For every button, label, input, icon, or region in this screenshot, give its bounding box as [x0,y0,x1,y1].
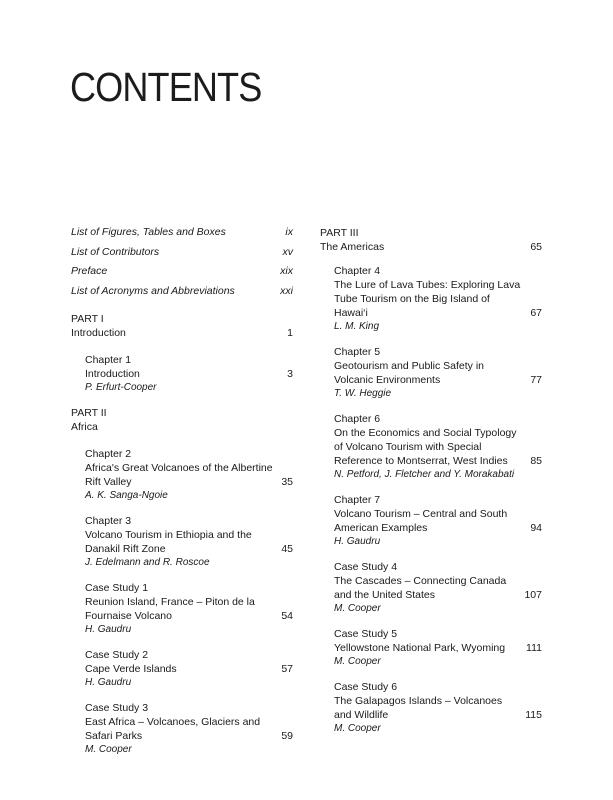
part-title: Introduction [71,326,126,339]
entry-page: 54 [281,609,293,622]
toc-entry[interactable] [334,560,542,615]
toc-entry[interactable] [85,648,293,689]
part-label: PART II [71,406,107,419]
entry-label: Case Study 5 [334,628,398,640]
toc-entry[interactable] [334,627,542,668]
entry-author: P. Erfurt-Cooper [85,381,157,393]
toc-entry[interactable] [85,701,293,756]
part-label: PART III [320,227,359,239]
toc-entry[interactable] [334,493,542,548]
entry-label: Case Study 1 [85,581,149,594]
entry-author: M. Cooper [85,743,132,755]
front-item-page: xix [280,265,293,277]
entry-author: J. Edelmann and R. Roscoe [85,556,210,568]
entry-author: N. Petford, J. Fletcher and Y. Morakabati [334,469,515,480]
entry-author: H. Gaudru [334,536,381,547]
entry-page: 115 [525,709,542,721]
entry-title: Geotourism and Public Safety in Volcanic Environments [334,360,484,386]
entry-title: Yellowstone National Park, Wyoming [334,642,506,654]
entry-page: 3 [287,367,293,380]
part-title: Africa [71,420,98,433]
front-item-label: Preface [71,265,108,277]
entry-author: M. Cooper [334,656,381,667]
toc-entry[interactable] [85,514,293,569]
entry-page: 77 [530,374,542,386]
entry-title: Africa's Great Volcanoes of the Albertine Rift Valley [85,461,273,488]
toc-entry[interactable] [85,353,293,394]
entry-author: M. Cooper [334,723,381,734]
entry-page: 59 [281,729,293,742]
entry-page: 85 [530,455,542,467]
entry-author: H. Gaudru [85,623,132,635]
entry-title: The Cascades – Connecting Canada and the United States [334,575,507,601]
entry-title: The Lure of Lava Tubes: Exploring Lava Tube Tourism on the Big Island of Hawai‘i [334,279,521,319]
toc-entry[interactable] [334,680,542,735]
part-heading[interactable] [71,312,293,340]
entry-page: 45 [281,542,293,555]
entry-label: Chapter 5 [334,346,381,358]
toc-right-column [320,226,542,747]
entry-title: Reunion Island, France – Piton de la Fournaise Volcano [85,595,255,622]
toc-left-column [71,226,293,768]
toc-front-item[interactable] [71,265,293,278]
entry-label: Chapter 1 [85,353,132,366]
entry-label: Case Study 3 [85,701,149,714]
toc-entry[interactable] [85,581,293,636]
front-item-page: xxi [280,284,293,297]
front-item-label: List of Acronyms and Abbreviations [71,284,235,297]
toc-front-item[interactable] [71,285,293,298]
front-item-label: List of Contributors [71,245,160,258]
entry-author: T. W. Heggie [334,388,392,399]
entry-page: 107 [524,589,542,601]
entry-title: The Galapagos Islands – Volcanoes and Wildlife [334,695,503,721]
front-item-page: xv [282,245,293,258]
entry-title: Introduction [85,367,140,380]
toc-entry[interactable] [334,345,542,400]
part-heading[interactable] [320,226,542,254]
toc-entry[interactable] [334,412,542,481]
entry-author: H. Gaudru [85,676,132,688]
part-title: The Americas [320,241,385,253]
entry-label: Case Study 4 [334,561,398,573]
part-page: 1 [287,326,293,339]
entry-label: Chapter 7 [334,494,381,506]
part-heading[interactable] [71,406,293,434]
entry-author: L. M. King [334,321,380,332]
front-item-label: List of Figures, Tables and Boxes [71,226,226,238]
entry-label: Case Study 6 [334,681,398,693]
entry-author: M. Cooper [334,603,381,614]
part-page: 65 [530,241,542,253]
entry-page: 111 [526,642,542,654]
entry-page: 35 [281,475,293,488]
entry-title: On the Economics and Social Typology of Volcano Tourism with Special Reference to Montserrat, West Indies [334,427,517,467]
entry-page: 94 [530,522,542,534]
entry-label: Chapter 4 [334,265,381,277]
entry-page: 67 [530,307,542,319]
entry-title: East Africa – Volcanoes, Glaciers and Safari Parks [85,715,261,742]
toc-front-item[interactable] [71,246,293,259]
page-title: CONTENTS [70,64,262,110]
entry-label: Chapter 2 [85,447,132,460]
entry-label: Chapter 6 [334,413,381,425]
toc-front-item[interactable] [71,226,293,239]
entry-label: Chapter 3 [85,514,132,527]
entry-title: Volcano Tourism – Central and South American Examples [334,508,508,534]
part-label: PART I [71,312,104,325]
entry-author: A. K. Sanga-Ngoie [85,489,168,501]
toc-entry[interactable] [85,447,293,502]
entry-page: 57 [281,662,293,675]
entry-title: Cape Verde Islands [85,662,177,675]
front-item-page: ix [285,226,293,238]
entry-title: Volcano Tourism in Ethiopia and the Danakil Rift Zone [85,528,252,555]
toc-entry[interactable] [334,264,542,333]
entry-label: Case Study 2 [85,648,149,661]
